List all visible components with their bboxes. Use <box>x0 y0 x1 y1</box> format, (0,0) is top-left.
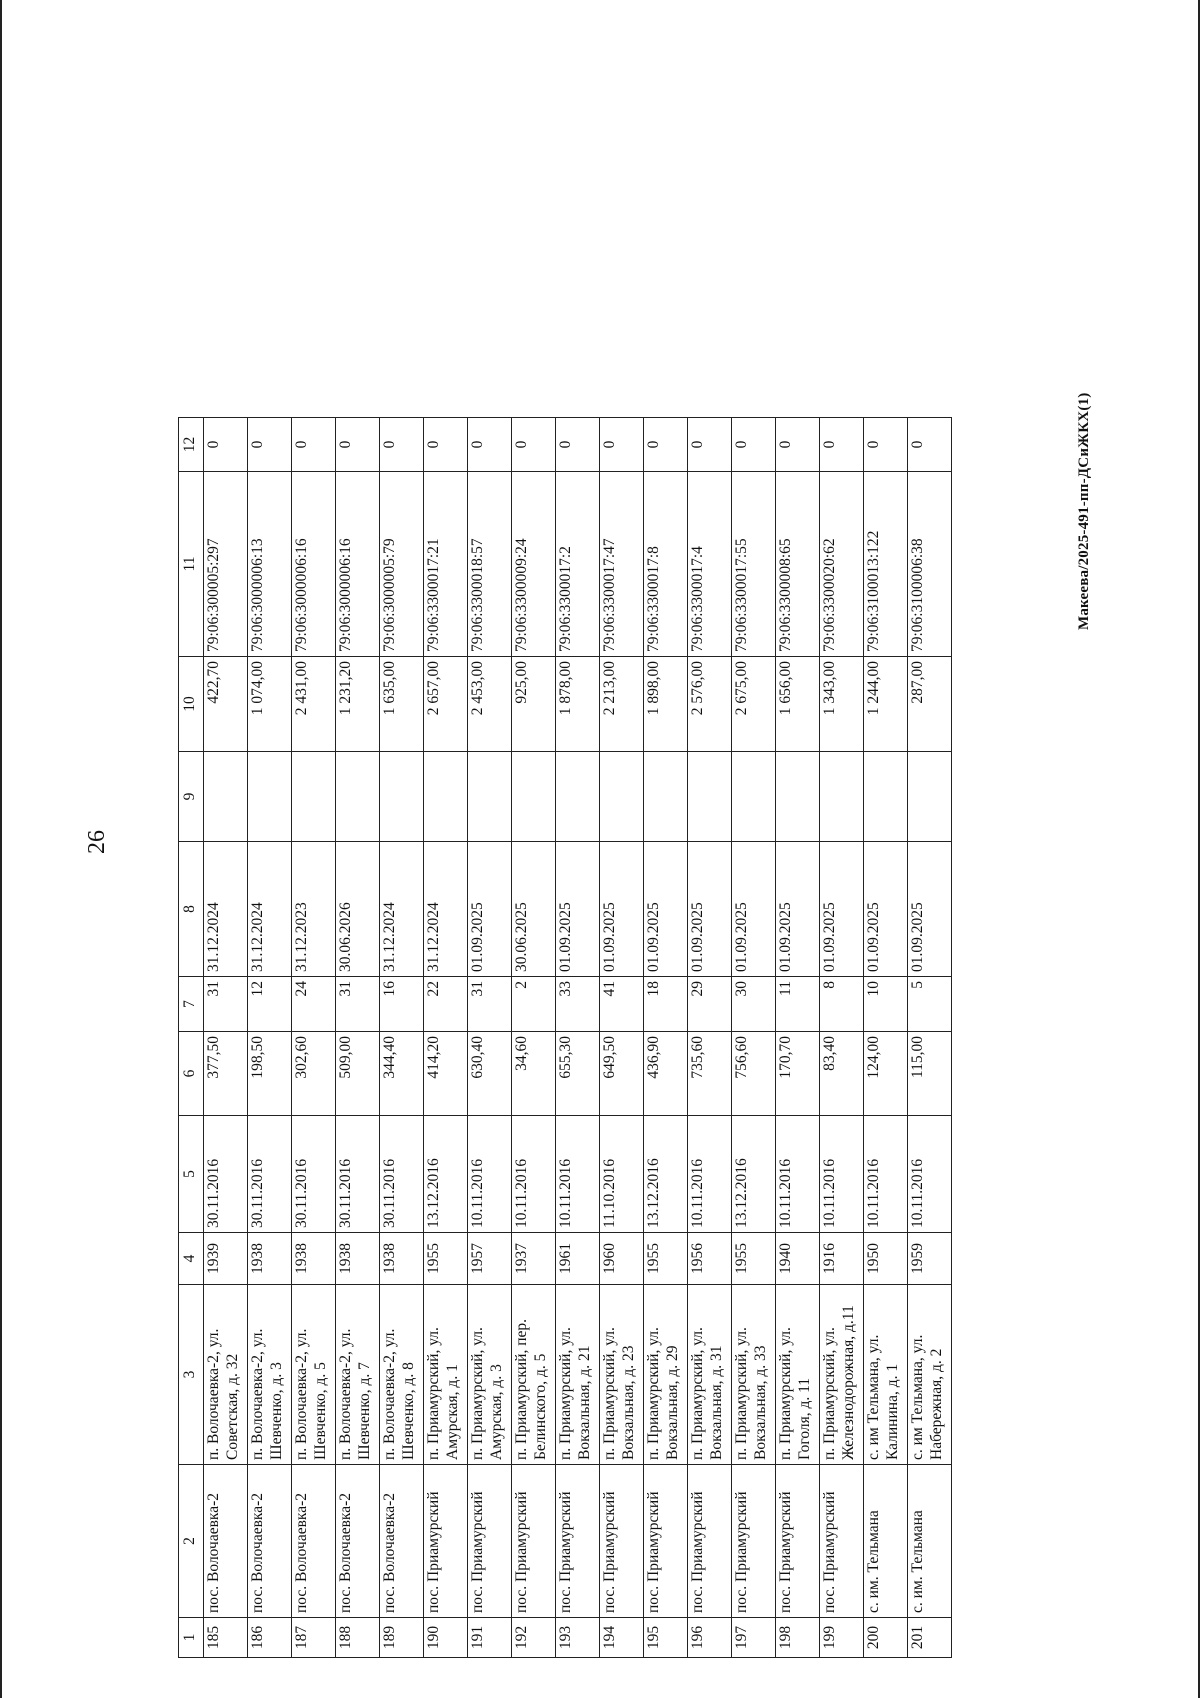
cell-settlement: пос. Волочаевка-2 <box>336 1465 380 1618</box>
cell-settlement: пос. Приамурский <box>512 1465 556 1618</box>
cell-build-year: 1937 <box>512 1233 556 1285</box>
cell-cadastral-number: 79:06:3300017:47 <box>600 472 644 657</box>
cell-col-9-value <box>248 752 292 842</box>
cell-amount: 1 231,20 <box>336 657 380 752</box>
cell-count: 5 <box>908 977 952 1032</box>
cell-col-12-value: 0 <box>248 418 292 472</box>
cell-cadastral-number: 79:06:3000006:13 <box>248 472 292 657</box>
cell-row-number: 199 <box>820 1618 864 1658</box>
cell-area: 170,70 <box>776 1032 820 1116</box>
table-row <box>556 418 600 1658</box>
cell-deadline: 30.06.2025 <box>512 842 556 977</box>
table-row <box>908 418 952 1658</box>
cell-amount: 1 343,00 <box>820 657 864 752</box>
cell-col-9-value <box>732 752 776 842</box>
cell-build-year: 1955 <box>644 1233 688 1285</box>
cell-count: 24 <box>292 977 336 1032</box>
cell-col-12-value: 0 <box>292 418 336 472</box>
cell-row-number: 185 <box>204 1618 248 1658</box>
cell-col-12-value: 0 <box>864 418 908 472</box>
cell-col-12-value: 0 <box>424 418 468 472</box>
col-header: 5 <box>179 1116 204 1233</box>
cell-row-number: 188 <box>336 1618 380 1658</box>
cell-row-number: 190 <box>424 1618 468 1658</box>
table-row <box>424 418 468 1658</box>
cell-col-12-value: 0 <box>336 418 380 472</box>
cell-settlement: пос. Волочаевка-2 <box>380 1465 424 1618</box>
cell-address: п. Приамурский, ул. Вокзальная, д. 31 <box>688 1285 732 1465</box>
cell-address: с. им Тельмана, ул. Набережная, д. 2 <box>908 1285 952 1465</box>
cell-area: 83,40 <box>820 1032 864 1116</box>
cell-deadline: 01.09.2025 <box>556 842 600 977</box>
cell-amount: 2 675,00 <box>732 657 776 752</box>
cell-amount: 287,00 <box>908 657 952 752</box>
document-footer-code: Макеева/2025-491-пп-ДСиЖКХ(1) <box>1076 392 1092 630</box>
cell-col-12-value: 0 <box>688 418 732 472</box>
table-row <box>468 418 512 1658</box>
cell-address: п. Приамурский, ул. Амурская, д. 1 <box>424 1285 468 1465</box>
cell-build-year: 1938 <box>248 1233 292 1285</box>
table-row <box>600 418 644 1658</box>
cell-date: 30.11.2016 <box>248 1116 292 1233</box>
cell-cadastral-number: 79:06:3000005:79 <box>380 472 424 657</box>
cell-count: 29 <box>688 977 732 1032</box>
cell-address: п. Приамурский, ул. Вокзальная, д. 21 <box>556 1285 600 1465</box>
cell-build-year: 1916 <box>820 1233 864 1285</box>
cell-area: 344,40 <box>380 1032 424 1116</box>
cell-count: 12 <box>248 977 292 1032</box>
table-row <box>732 418 776 1658</box>
col-header: 10 <box>179 657 204 752</box>
cell-deadline: 31.12.2024 <box>248 842 292 977</box>
cell-cadastral-number: 79:06:3000006:16 <box>336 472 380 657</box>
cell-settlement: пос. Приамурский <box>820 1465 864 1618</box>
cell-amount: 1 244,00 <box>864 657 908 752</box>
page-number: 26 <box>84 830 110 854</box>
cell-col-9-value <box>204 752 248 842</box>
col-header: 9 <box>179 752 204 842</box>
cell-amount: 1 074,00 <box>248 657 292 752</box>
cell-build-year: 1959 <box>908 1233 952 1285</box>
cell-row-number: 192 <box>512 1618 556 1658</box>
cell-settlement: пос. Приамурский <box>556 1465 600 1618</box>
cell-address: п. Волочаевка-2, ул. Шевченко, д. 3 <box>248 1285 292 1465</box>
cell-amount: 1 656,00 <box>776 657 820 752</box>
cell-col-12-value: 0 <box>732 418 776 472</box>
registry-table <box>178 417 952 1658</box>
cell-address: п. Приамурский, пер. Белинского, д. 5 <box>512 1285 556 1465</box>
cell-col-12-value: 0 <box>820 418 864 472</box>
cell-col-12-value: 0 <box>204 418 248 472</box>
cell-address: п. Приамурский, ул. Вокзальная, д. 33 <box>732 1285 776 1465</box>
table-header-row <box>179 418 204 1658</box>
cell-area: 198,50 <box>248 1032 292 1116</box>
cell-area: 34,60 <box>512 1032 556 1116</box>
cell-cadastral-number: 79:06:3100013:122 <box>864 472 908 657</box>
cell-settlement: пос. Приамурский <box>732 1465 776 1618</box>
cell-count: 8 <box>820 977 864 1032</box>
cell-deadline: 30.06.2026 <box>336 842 380 977</box>
cell-count: 31 <box>336 977 380 1032</box>
cell-deadline: 01.09.2025 <box>908 842 952 977</box>
col-header: 12 <box>179 418 204 472</box>
cell-row-number: 189 <box>380 1618 424 1658</box>
cell-settlement: с. им. Тельмана <box>908 1465 952 1618</box>
cell-date: 10.11.2016 <box>556 1116 600 1233</box>
cell-date: 10.11.2016 <box>908 1116 952 1233</box>
col-header: 6 <box>179 1032 204 1116</box>
cell-deadline: 31.12.2024 <box>380 842 424 977</box>
cell-cadastral-number: 79:06:300005:297 <box>204 472 248 657</box>
cell-row-number: 196 <box>688 1618 732 1658</box>
cell-amount: 1 878,00 <box>556 657 600 752</box>
cell-col-9-value <box>864 752 908 842</box>
cell-address: п. Приамурский, ул. Вокзальная, д. 29 <box>644 1285 688 1465</box>
cell-deadline: 01.09.2025 <box>600 842 644 977</box>
cell-area: 756,60 <box>732 1032 776 1116</box>
cell-cadastral-number: 79:06:3300017:2 <box>556 472 600 657</box>
table-row <box>776 418 820 1658</box>
cell-col-9-value <box>424 752 468 842</box>
cell-address: п. Волочаевка-2, ул. Шевченко, д. 7 <box>336 1285 380 1465</box>
table-row <box>204 418 248 1658</box>
cell-date: 10.11.2016 <box>468 1116 512 1233</box>
cell-area: 436,90 <box>644 1032 688 1116</box>
cell-col-9-value <box>512 752 556 842</box>
cell-deadline: 01.09.2025 <box>732 842 776 977</box>
cell-row-number: 197 <box>732 1618 776 1658</box>
cell-area: 655,30 <box>556 1032 600 1116</box>
cell-settlement: пос. Приамурский <box>776 1465 820 1618</box>
table-row <box>292 418 336 1658</box>
cell-cadastral-number: 79:06:3300017:21 <box>424 472 468 657</box>
cell-build-year: 1955 <box>424 1233 468 1285</box>
col-header: 4 <box>179 1233 204 1285</box>
cell-build-year: 1938 <box>380 1233 424 1285</box>
cell-row-number: 191 <box>468 1618 512 1658</box>
cell-row-number: 200 <box>864 1618 908 1658</box>
cell-address: п. Волочаевка-2, ул. Шевченко, д. 8 <box>380 1285 424 1465</box>
cell-date: 11.10.2016 <box>600 1116 644 1233</box>
cell-area: 649,50 <box>600 1032 644 1116</box>
cell-build-year: 1938 <box>292 1233 336 1285</box>
col-header: 3 <box>179 1285 204 1465</box>
cell-date: 10.11.2016 <box>776 1116 820 1233</box>
cell-col-9-value <box>776 752 820 842</box>
cell-col-9-value <box>600 752 644 842</box>
cell-date: 13.12.2016 <box>732 1116 776 1233</box>
cell-area: 414,20 <box>424 1032 468 1116</box>
cell-row-number: 194 <box>600 1618 644 1658</box>
cell-amount: 1 898,00 <box>644 657 688 752</box>
cell-deadline: 01.09.2025 <box>644 842 688 977</box>
cell-deadline: 01.09.2025 <box>776 842 820 977</box>
cell-address: п. Приамурский, ул. Амурская, д. 3 <box>468 1285 512 1465</box>
cell-col-9-value <box>336 752 380 842</box>
cell-cadastral-number: 79:06:3300017:8 <box>644 472 688 657</box>
cell-col-12-value: 0 <box>908 418 952 472</box>
cell-col-9-value <box>908 752 952 842</box>
cell-area: 115,00 <box>908 1032 952 1116</box>
cell-settlement: пос. Волочаевка-2 <box>292 1465 336 1618</box>
cell-build-year: 1940 <box>776 1233 820 1285</box>
cell-date: 30.11.2016 <box>204 1116 248 1233</box>
cell-count: 18 <box>644 977 688 1032</box>
table-row <box>644 418 688 1658</box>
cell-date: 10.11.2016 <box>512 1116 556 1233</box>
cell-count: 11 <box>776 977 820 1032</box>
cell-amount: 2 453,00 <box>468 657 512 752</box>
cell-cadastral-number: 79:06:3300017:4 <box>688 472 732 657</box>
cell-date: 13.12.2016 <box>424 1116 468 1233</box>
cell-area: 509,00 <box>336 1032 380 1116</box>
cell-col-9-value <box>292 752 336 842</box>
table-row <box>336 418 380 1658</box>
cell-row-number: 201 <box>908 1618 952 1658</box>
cell-address: п. Приамурский, ул. Железнодорожная, д.11 <box>820 1285 864 1465</box>
cell-area: 630,40 <box>468 1032 512 1116</box>
cell-build-year: 1939 <box>204 1233 248 1285</box>
cell-col-9-value <box>644 752 688 842</box>
cell-address: п. Приамурский, ул. Гоголя, д. 11 <box>776 1285 820 1465</box>
col-header: 2 <box>179 1465 204 1618</box>
cell-area: 735,60 <box>688 1032 732 1116</box>
cell-build-year: 1960 <box>600 1233 644 1285</box>
cell-cadastral-number: 79:06:3300020:62 <box>820 472 864 657</box>
cell-deadline: 01.09.2025 <box>468 842 512 977</box>
cell-build-year: 1956 <box>688 1233 732 1285</box>
cell-col-12-value: 0 <box>644 418 688 472</box>
cell-amount: 2 576,00 <box>688 657 732 752</box>
cell-col-9-value <box>688 752 732 842</box>
cell-count: 10 <box>864 977 908 1032</box>
cell-settlement: с. им. Тельмана <box>864 1465 908 1618</box>
cell-cadastral-number: 79:06:3000006:16 <box>292 472 336 657</box>
cell-settlement: пос. Приамурский <box>644 1465 688 1618</box>
cell-col-12-value: 0 <box>556 418 600 472</box>
cell-deadline: 31.12.2024 <box>424 842 468 977</box>
cell-deadline: 01.09.2025 <box>688 842 732 977</box>
cell-address: п. Волочаевка-2, ул. Советская, д. 32 <box>204 1285 248 1465</box>
cell-address: с. им Тельмана, ул. Калинина, д. 1 <box>864 1285 908 1465</box>
cell-amount: 925,00 <box>512 657 556 752</box>
cell-count: 22 <box>424 977 468 1032</box>
cell-row-number: 187 <box>292 1618 336 1658</box>
cell-count: 31 <box>204 977 248 1032</box>
cell-settlement: пос. Волочаевка-2 <box>204 1465 248 1618</box>
cell-settlement: пос. Приамурский <box>468 1465 512 1618</box>
cell-date: 10.11.2016 <box>820 1116 864 1233</box>
cell-deadline: 01.09.2025 <box>820 842 864 977</box>
cell-settlement: пос. Приамурский <box>600 1465 644 1618</box>
cell-deadline: 31.12.2024 <box>204 842 248 977</box>
cell-cadastral-number: 79:06:3300009:24 <box>512 472 556 657</box>
cell-amount: 2 213,00 <box>600 657 644 752</box>
cell-build-year: 1950 <box>864 1233 908 1285</box>
cell-cadastral-number: 79:06:3100006:38 <box>908 472 952 657</box>
cell-date: 13.12.2016 <box>644 1116 688 1233</box>
cell-area: 302,60 <box>292 1032 336 1116</box>
cell-build-year: 1938 <box>336 1233 380 1285</box>
scan-edge-top <box>0 0 2 1698</box>
cell-address: п. Приамурский, ул. Вокзальная, д. 23 <box>600 1285 644 1465</box>
cell-amount: 1 635,00 <box>380 657 424 752</box>
cell-count: 33 <box>556 977 600 1032</box>
cell-count: 16 <box>380 977 424 1032</box>
cell-cadastral-number: 79:06:3300008:65 <box>776 472 820 657</box>
cell-amount: 2 657,00 <box>424 657 468 752</box>
cell-build-year: 1957 <box>468 1233 512 1285</box>
table-row <box>864 418 908 1658</box>
cell-col-12-value: 0 <box>380 418 424 472</box>
cell-area: 124,00 <box>864 1032 908 1116</box>
table-row <box>688 418 732 1658</box>
cell-row-number: 195 <box>644 1618 688 1658</box>
cell-count: 31 <box>468 977 512 1032</box>
cell-col-12-value: 0 <box>776 418 820 472</box>
cell-date: 30.11.2016 <box>292 1116 336 1233</box>
col-header: 11 <box>179 472 204 657</box>
cell-count: 41 <box>600 977 644 1032</box>
cell-date: 30.11.2016 <box>380 1116 424 1233</box>
cell-col-12-value: 0 <box>600 418 644 472</box>
cell-settlement: пос. Волочаевка-2 <box>248 1465 292 1618</box>
table-row <box>248 418 292 1658</box>
cell-amount: 422,70 <box>204 657 248 752</box>
col-header: 1 <box>179 1618 204 1658</box>
table-body <box>204 418 952 1658</box>
cell-col-9-value <box>468 752 512 842</box>
cell-row-number: 198 <box>776 1618 820 1658</box>
cell-build-year: 1961 <box>556 1233 600 1285</box>
cell-count: 30 <box>732 977 776 1032</box>
cell-deadline: 01.09.2025 <box>864 842 908 977</box>
table-row <box>820 418 864 1658</box>
cell-date: 10.11.2016 <box>688 1116 732 1233</box>
cell-col-12-value: 0 <box>468 418 512 472</box>
cell-row-number: 186 <box>248 1618 292 1658</box>
cell-cadastral-number: 79:06:3300018:57 <box>468 472 512 657</box>
table-row <box>512 418 556 1658</box>
cell-col-9-value <box>820 752 864 842</box>
cell-cadastral-number: 79:06:3300017:55 <box>732 472 776 657</box>
cell-col-12-value: 0 <box>512 418 556 472</box>
cell-col-9-value <box>380 752 424 842</box>
cell-area: 377,50 <box>204 1032 248 1116</box>
cell-row-number: 193 <box>556 1618 600 1658</box>
cell-settlement: пос. Приамурский <box>688 1465 732 1618</box>
cell-settlement: пос. Приамурский <box>424 1465 468 1618</box>
cell-build-year: 1955 <box>732 1233 776 1285</box>
cell-col-9-value <box>556 752 600 842</box>
cell-count: 2 <box>512 977 556 1032</box>
table-row <box>380 418 424 1658</box>
cell-deadline: 31.12.2023 <box>292 842 336 977</box>
cell-address: п. Волочаевка-2, ул. Шевченко, д. 5 <box>292 1285 336 1465</box>
col-header: 7 <box>179 977 204 1032</box>
cell-amount: 2 431,00 <box>292 657 336 752</box>
cell-date: 30.11.2016 <box>336 1116 380 1233</box>
cell-date: 10.11.2016 <box>864 1116 908 1233</box>
col-header: 8 <box>179 842 204 977</box>
